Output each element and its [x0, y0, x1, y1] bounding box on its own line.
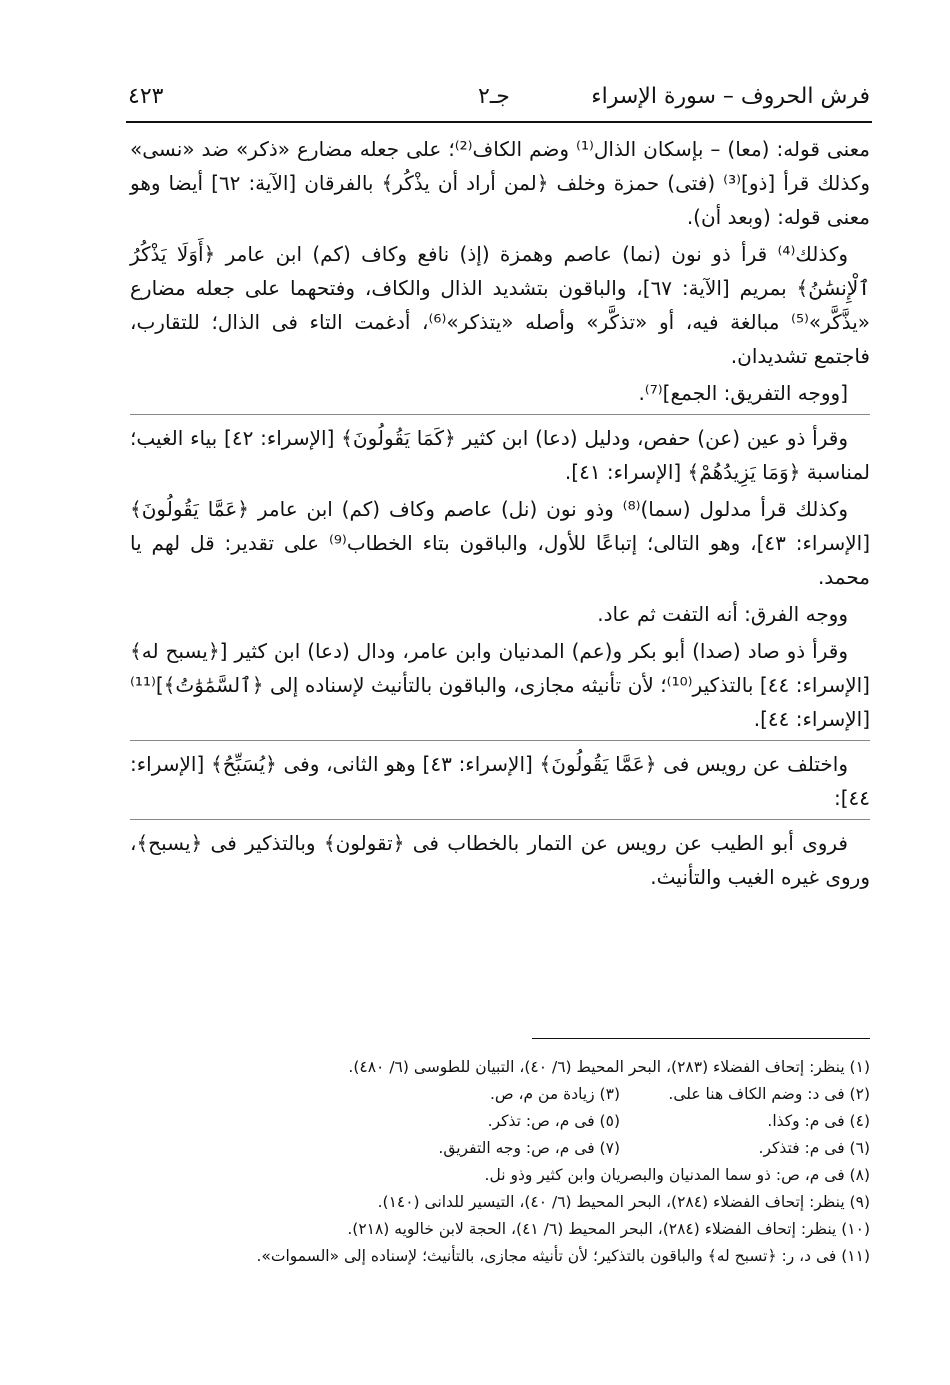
footnote-row: [130, 1081, 870, 1108]
paragraph: [ووجه التفريق: الجمع]⁽⁷⁾.: [130, 376, 870, 415]
footnote: (٥) فى م، ص: تذكر.: [487, 1112, 620, 1130]
running-header: [128, 82, 870, 112]
footnote: (٦) فى م: فتذكر.: [758, 1139, 870, 1157]
footnotes: [130, 1054, 870, 1270]
main-text: [130, 132, 870, 897]
footnote: (٤) فى م: وكذا.: [767, 1112, 870, 1130]
footnote: (٩) ينظر: إتحاف الفضلاء (٢٨٤)، البحر المحيط (٦/ ٤٠)، التيسير للدانى (١٤٠).: [377, 1193, 870, 1211]
footnote: (١) ينظر: إتحاف الفضلاء (٢٨٣)، البحر المحيط (٦/ ٤٠)، التبيان للطوسى (٦/ ٤٨٠).: [348, 1058, 870, 1076]
footnote: (٣) زيادة من م، ص.: [489, 1085, 620, 1103]
volume-label: جـ٢: [478, 84, 510, 109]
footnote-rule: [532, 1038, 870, 1039]
page-number: ٤٢٣: [128, 84, 164, 109]
paragraph: فروى أبو الطيب عن رويس عن التمار بالخطاب فى ﴿تقولون﴾ وبالتذكير فى ﴿يسبح﴾، وروى غيره الغيب والتأنيث.: [130, 831, 870, 889]
footnote: (٨) فى م، ص: ذو سما المدنيان والبصريان وابن كثير وذو نل.: [484, 1166, 870, 1184]
section-title: فرش الحروف – سورة الإسراء: [591, 84, 870, 109]
footnote: (٧) فى م، ص: وجه التفريق.: [438, 1139, 620, 1157]
paragraph: ووجه الفرق: أنه التفت ثم عاد.: [597, 602, 848, 626]
footnote-row: [130, 1108, 870, 1135]
footnote-row: [130, 1135, 870, 1162]
footnote: (١٠) ينظر: إتحاف الفضلاء (٢٨٤)، البحر المحيط (٦/ ٤١)، الحجة لابن خالويه (٢١٨).: [347, 1220, 870, 1238]
footnote: (١١) فى د، ر: ﴿تسبح له﴾ والباقون بالتذكير؛ لأن تأنيثه مجازى، بالتأنيث؛ لإسناده إلى «السموات».: [256, 1247, 870, 1265]
paragraph: وقرأ ذو صاد (صدا) أبو بكر و(عم) المدنيان وابن عامر، ودال (دعا) ابن كثير [﴿يسبح له﴾ [الإسراء: ٤٤] بالتذكير⁽¹⁰⁾؛ لأن تأنيثه مجازى، والباقون بالتأنيث لإسناده إلى ﴿ٱلسَّمَٰوَٰتُ﴾]⁽¹¹⁾ [الإسراء: ٤٤].: [130, 634, 870, 741]
paragraph: وكذلك⁽⁴⁾ قرأ ذو نون (نما) عاصم وهمزة (إذ) نافع وكاف (كم) ابن عامر ﴿أَوَلَا يَذْكُرُ ٱلْإِنسَٰنُ﴾ بمريم [الآية: ٦٧]، والباقون بتشديد الذال والكاف، وفتحهما على جعله مضارع «يذَّكَّر»⁽⁵⁾ مبالغة فيه، أو «تذكَّر» وأصله «يتذكر»⁽⁶⁾، أدغمت التاء فى الذال؛ للتقارب، فاجتمع تشديدان.: [130, 242, 871, 368]
footnote: (٢) فى د: وضم الكاف هنا على.: [668, 1085, 870, 1103]
header-rule: [126, 121, 872, 123]
paragraph: وكذلك قرأ مدلول (سما)⁽⁸⁾ وذو نون (نل) عاصم وكاف (كم) ابن عامر ﴿عَمَّا يَقُولُونَ﴾ [الإسراء: ٤٣]، وهو التالى؛ إتباعًا للأول، والباقون بتاء الخطاب⁽⁹⁾ على تقدير: قل لهم يا محمد.: [130, 497, 870, 589]
paragraph: معنى قوله: (معا) – بإسكان الذال⁽¹⁾ وضم الكاف⁽²⁾؛ على جعله مضارع «ذكر» ضد «نسى» وكذلك قرأ [ذو]⁽³⁾ (فتى) حمزة وخلف ﴿لمن أراد أن يذْكُر﴾ بالفرقان [الآية: ٦٢] أيضا وهو معنى قوله: (وبعد أن).: [130, 137, 871, 229]
paragraph: وقرأ ذو عين (عن) حفص، ودليل (دعا) ابن كثير ﴿كَمَا يَقُولُونَ﴾ [الإسراء: ٤٢] بياء الغيب؛ لمناسبة ﴿وَمَا يَزِيدُهُمْ﴾ [الإسراء: ٤١].: [130, 426, 870, 484]
paragraph: واختلف عن رويس فى ﴿عَمَّا يَقُولُونَ﴾ [الإسراء: ٤٣] وهو الثانى، وفى ﴿يُسَبِّحُ﴾ [الإسراء: ٤٤]:: [130, 747, 870, 820]
